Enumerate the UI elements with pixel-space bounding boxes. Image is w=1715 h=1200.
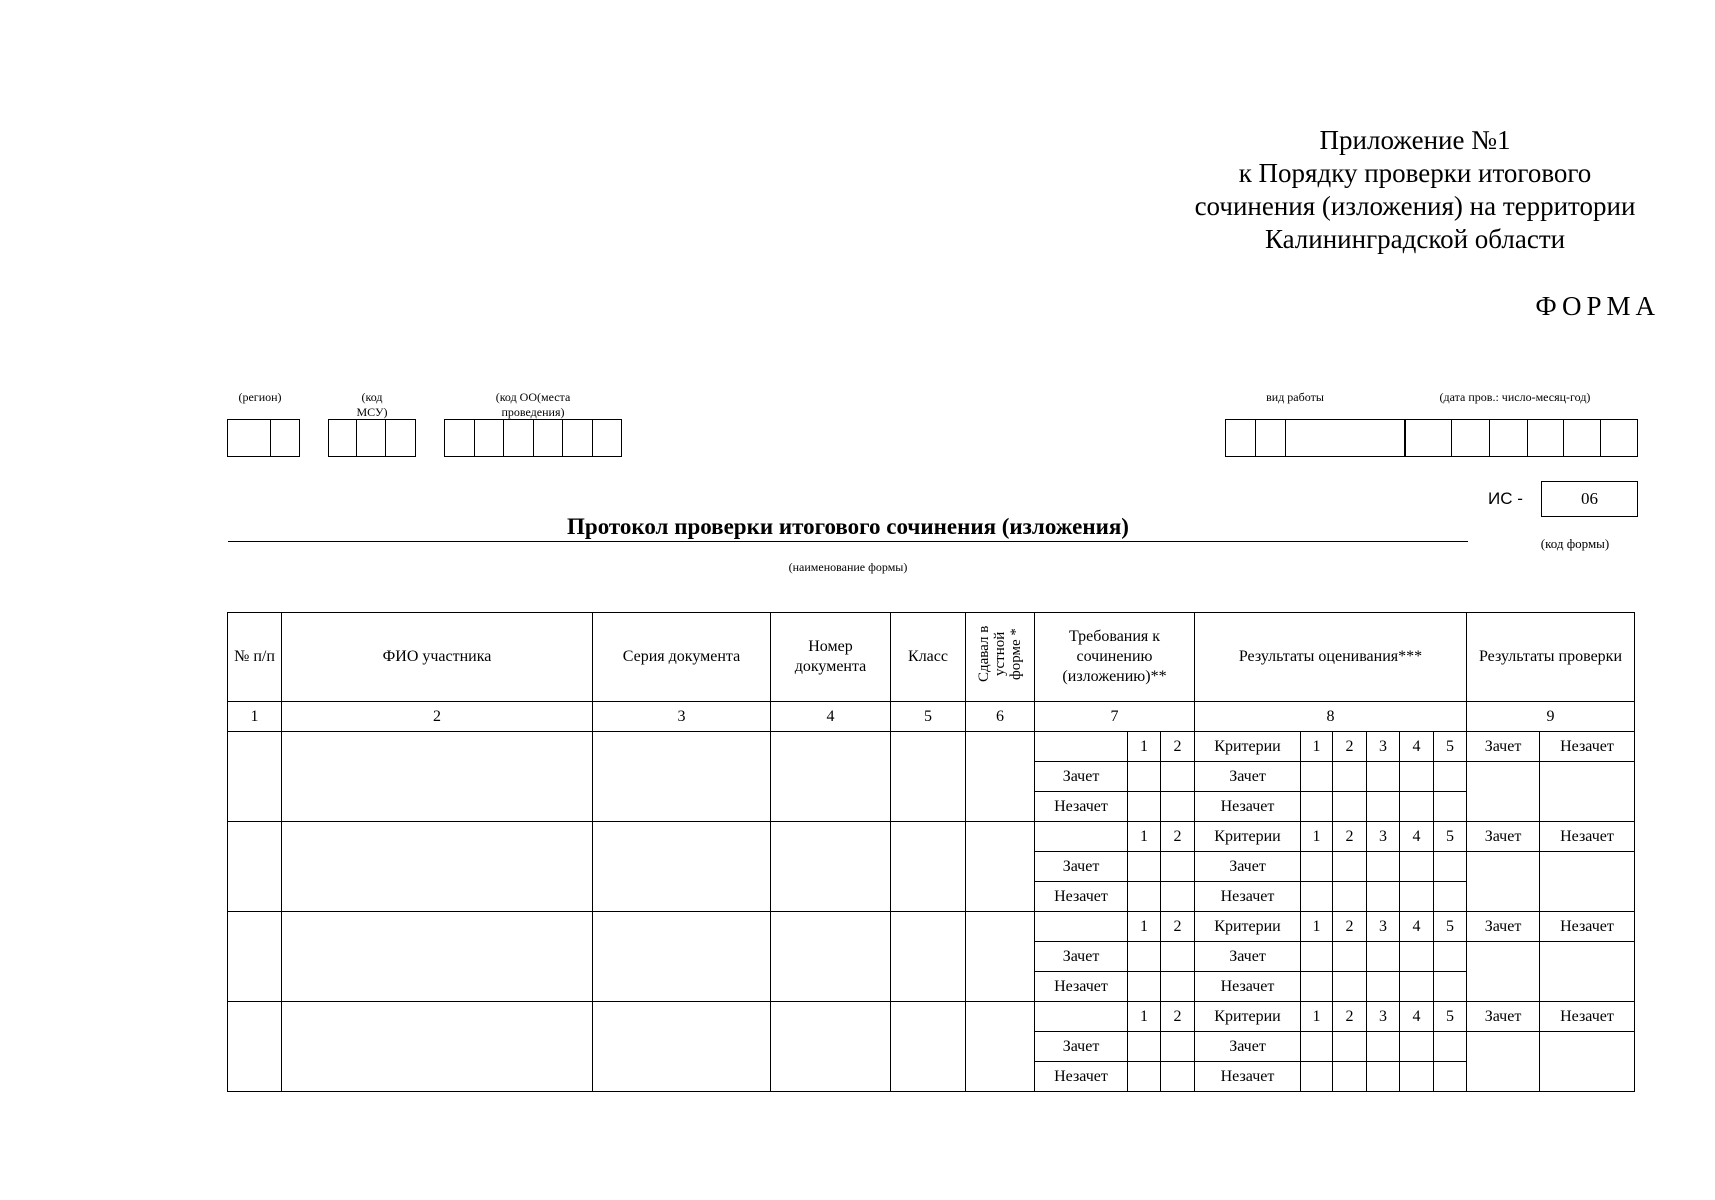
result-pass-cell[interactable] [1400, 852, 1434, 882]
oo-code-cell[interactable] [563, 420, 593, 456]
result-pass-cell[interactable] [1367, 942, 1400, 972]
check-date-boxes[interactable] [1404, 419, 1638, 457]
result-fail-cell[interactable] [1367, 1062, 1400, 1092]
req-fail-cell[interactable] [1128, 882, 1161, 912]
result-fail-cell[interactable] [1333, 792, 1367, 822]
cell-series[interactable] [593, 1002, 771, 1092]
result-fail-cell[interactable] [1301, 972, 1333, 1002]
req-fail-cell[interactable] [1128, 1062, 1161, 1092]
cell-series[interactable] [593, 732, 771, 822]
req-num: 1 [1128, 1002, 1161, 1032]
req-label-blank [1035, 1002, 1128, 1032]
crit-num: 1 [1301, 822, 1333, 852]
req-pass-cell[interactable] [1128, 762, 1161, 792]
check-pass-label: Зачет [1467, 912, 1540, 942]
region-caption: (регион) [238, 390, 282, 404]
result-fail-cell[interactable] [1434, 972, 1467, 1002]
appendix-line-3: сочинения (изложения) на территории [1194, 191, 1636, 221]
result-fail-cell[interactable] [1301, 882, 1333, 912]
req-pass-cell[interactable] [1161, 852, 1195, 882]
crit-num: 2 [1333, 1002, 1367, 1032]
header-row [228, 613, 1635, 702]
oo-caption [478, 390, 588, 420]
cell-num[interactable] [228, 822, 282, 912]
col-number: 4 [771, 702, 891, 732]
req-pass-cell[interactable] [1161, 942, 1195, 972]
check-pass-label: Зачет [1467, 822, 1540, 852]
result-pass-cell[interactable] [1400, 762, 1434, 792]
cell-series[interactable] [593, 822, 771, 912]
result-fail-cell[interactable] [1434, 792, 1467, 822]
col-number: 9 [1467, 702, 1635, 732]
crit-num: 1 [1301, 1002, 1333, 1032]
check-fail-cell[interactable] [1540, 1032, 1635, 1092]
msu-caption-line-1: (код [361, 390, 383, 404]
result-fail-cell[interactable] [1367, 792, 1400, 822]
col-number: 3 [593, 702, 771, 732]
result-fail-label: Незачет [1195, 972, 1301, 1002]
check-pass-label: Зачет [1467, 732, 1540, 762]
check-date-cell[interactable] [1405, 420, 1452, 456]
work-type-cell[interactable] [1226, 420, 1256, 456]
result-pass-cell[interactable] [1333, 852, 1367, 882]
header-number: Номер документа [771, 613, 891, 702]
criteria-label: Критерии [1195, 732, 1301, 762]
result-pass-cell[interactable] [1434, 1032, 1467, 1062]
col-number: 2 [282, 702, 593, 732]
result-pass-cell[interactable] [1434, 852, 1467, 882]
result-pass-cell[interactable] [1333, 1032, 1367, 1062]
cell-fio[interactable] [282, 1002, 593, 1092]
participant-row-criteria [228, 822, 1635, 852]
result-pass-cell[interactable] [1301, 942, 1333, 972]
col-number: 5 [891, 702, 966, 732]
msu-caption-line-2: МСУ) [356, 405, 388, 419]
result-fail-cell[interactable] [1400, 972, 1434, 1002]
appendix-line-1: Приложение №1 [1319, 125, 1511, 155]
req-label-blank [1035, 912, 1128, 942]
req-pass-label: Зачет [1035, 942, 1128, 972]
header-num: № п/п [228, 613, 282, 702]
msu-code-cell[interactable] [357, 420, 386, 456]
crit-num: 1 [1301, 912, 1333, 942]
cell-num[interactable] [228, 912, 282, 1002]
result-fail-cell[interactable] [1400, 882, 1434, 912]
col-number: 7 [1035, 702, 1195, 732]
result-pass-label: Зачет [1195, 762, 1301, 792]
check-date-cell[interactable] [1564, 420, 1601, 456]
header-oral [966, 613, 1035, 702]
req-num: 2 [1161, 732, 1195, 762]
req-num: 2 [1161, 912, 1195, 942]
oo-caption-line-1: (код ОО(места [495, 390, 571, 404]
msu-code-boxes[interactable] [328, 419, 416, 457]
req-pass-label: Зачет [1035, 1032, 1128, 1062]
work-type-caption: вид работы [1266, 390, 1324, 404]
oo-caption-line-2: проведения) [501, 405, 565, 419]
crit-num: 2 [1333, 732, 1367, 762]
crit-num: 3 [1367, 732, 1400, 762]
result-fail-cell[interactable] [1367, 882, 1400, 912]
result-fail-cell[interactable] [1333, 1062, 1367, 1092]
check-pass-cell[interactable] [1467, 852, 1540, 912]
title-underline [228, 541, 1468, 542]
appendix-line-4: Калининградской области [1264, 224, 1566, 254]
req-pass-label: Зачет [1035, 852, 1128, 882]
header-results: Результаты оценивания*** [1195, 613, 1467, 702]
result-fail-cell[interactable] [1333, 882, 1367, 912]
check-fail-cell[interactable] [1540, 852, 1635, 912]
oo-code-cell[interactable] [445, 420, 475, 456]
cell-number[interactable] [771, 912, 891, 1002]
check-fail-label: Незачет [1540, 822, 1635, 852]
req-num: 2 [1161, 822, 1195, 852]
result-fail-label: Незачет [1195, 882, 1301, 912]
form-code-prefix: ИС - [1488, 489, 1523, 508]
crit-num: 5 [1434, 912, 1467, 942]
check-pass-label: Зачет [1467, 1002, 1540, 1032]
criteria-label: Критерии [1195, 1002, 1301, 1032]
work-type-boxes[interactable] [1225, 419, 1406, 457]
result-fail-cell[interactable] [1434, 1062, 1467, 1092]
work-type-cell[interactable] [1286, 420, 1404, 456]
crit-num: 4 [1400, 1002, 1434, 1032]
req-fail-label: Незачет [1035, 1062, 1128, 1092]
result-pass-label: Зачет [1195, 1032, 1301, 1062]
req-fail-cell[interactable] [1128, 792, 1161, 822]
cell-fio[interactable] [282, 912, 593, 1002]
req-pass-cell[interactable] [1128, 1032, 1161, 1062]
cell-num[interactable] [228, 1002, 282, 1092]
req-pass-cell[interactable] [1128, 852, 1161, 882]
col-number: 6 [966, 702, 1035, 732]
cell-fio[interactable] [282, 732, 593, 822]
cell-fio[interactable] [282, 822, 593, 912]
cell-class[interactable] [891, 732, 966, 822]
header-check: Результаты проверки [1467, 613, 1635, 702]
req-pass-cell[interactable] [1161, 1032, 1195, 1062]
title-caption: (наименование формы) [788, 560, 908, 574]
crit-num: 3 [1367, 822, 1400, 852]
crit-num: 4 [1400, 822, 1434, 852]
col-number: 1 [228, 702, 282, 732]
participant-row-criteria [228, 732, 1635, 762]
req-num: 1 [1128, 912, 1161, 942]
result-pass-cell[interactable] [1367, 852, 1400, 882]
result-fail-cell[interactable] [1434, 882, 1467, 912]
req-num: 1 [1128, 822, 1161, 852]
header-requirements: Требования к сочинению (изложению)** [1035, 613, 1195, 702]
result-fail-cell[interactable] [1400, 1062, 1434, 1092]
criteria-label: Критерии [1195, 912, 1301, 942]
crit-num: 4 [1400, 912, 1434, 942]
result-pass-cell[interactable] [1301, 1032, 1333, 1062]
req-fail-cell[interactable] [1128, 972, 1161, 1002]
cell-number[interactable] [771, 732, 891, 822]
req-fail-cell[interactable] [1161, 972, 1195, 1002]
crit-num: 2 [1333, 822, 1367, 852]
result-pass-cell[interactable] [1333, 762, 1367, 792]
cell-oral[interactable] [966, 732, 1035, 822]
crit-num: 3 [1367, 912, 1400, 942]
req-pass-cell[interactable] [1161, 762, 1195, 792]
oo-code-cell[interactable] [504, 420, 534, 456]
result-pass-cell[interactable] [1333, 942, 1367, 972]
protocol-title: Протокол проверки итогового сочинения (изложения) [567, 514, 1129, 539]
result-fail-cell[interactable] [1333, 972, 1367, 1002]
req-fail-label: Незачет [1035, 792, 1128, 822]
cell-oral[interactable] [966, 822, 1035, 912]
check-fail-cell[interactable] [1540, 942, 1635, 1002]
result-pass-cell[interactable] [1434, 942, 1467, 972]
check-date-cell[interactable] [1601, 420, 1636, 456]
region-code-cell[interactable] [228, 420, 271, 456]
header-class: Класс [891, 613, 966, 702]
protocol-table [227, 612, 1635, 1092]
cell-number[interactable] [771, 822, 891, 912]
crit-num: 2 [1333, 912, 1367, 942]
cell-class[interactable] [891, 822, 966, 912]
req-pass-cell[interactable] [1128, 942, 1161, 972]
appendix-line-2: к Порядку проверки итогового [1238, 158, 1592, 188]
req-fail-cell[interactable] [1161, 1062, 1195, 1092]
req-label-blank [1035, 732, 1128, 762]
crit-num: 5 [1434, 732, 1467, 762]
req-pass-label: Зачет [1035, 762, 1128, 792]
check-date-cell[interactable] [1452, 420, 1490, 456]
cell-class[interactable] [891, 1002, 966, 1092]
cell-oral[interactable] [966, 1002, 1035, 1092]
msu-caption [340, 390, 404, 420]
result-pass-cell[interactable] [1301, 762, 1333, 792]
result-pass-cell[interactable] [1301, 852, 1333, 882]
header-series: Серия документа [593, 613, 771, 702]
check-date-cell[interactable] [1528, 420, 1564, 456]
participant-row-criteria [228, 912, 1635, 942]
cell-num[interactable] [228, 732, 282, 822]
oo-code-cell[interactable] [534, 420, 563, 456]
crit-num: 5 [1434, 822, 1467, 852]
check-fail-label: Незачет [1540, 1002, 1635, 1032]
result-pass-cell[interactable] [1367, 1032, 1400, 1062]
participant-row-criteria [228, 1002, 1635, 1032]
result-pass-cell[interactable] [1400, 942, 1434, 972]
req-fail-label: Незачет [1035, 882, 1128, 912]
check-pass-cell[interactable] [1467, 942, 1540, 1002]
crit-num: 4 [1400, 732, 1434, 762]
region-code-boxes[interactable] [227, 419, 300, 457]
check-pass-cell[interactable] [1467, 1032, 1540, 1092]
msu-code-cell[interactable] [386, 420, 414, 456]
cell-number[interactable] [771, 1002, 891, 1092]
oo-code-cell[interactable] [593, 420, 620, 456]
check-fail-label: Незачет [1540, 732, 1635, 762]
forma-label: ФОРМА [1535, 291, 1660, 321]
form-code-caption: (код формы) [1540, 536, 1610, 551]
crit-num: 3 [1367, 1002, 1400, 1032]
oo-code-cell[interactable] [475, 420, 504, 456]
crit-num: 1 [1301, 732, 1333, 762]
msu-code-cell[interactable] [329, 420, 357, 456]
check-fail-cell[interactable] [1540, 762, 1635, 822]
result-pass-label: Зачет [1195, 942, 1301, 972]
appendix-heading [1150, 124, 1680, 256]
col-number: 8 [1195, 702, 1467, 732]
result-fail-label: Незачет [1195, 792, 1301, 822]
check-fail-label: Незачет [1540, 912, 1635, 942]
result-pass-label: Зачет [1195, 852, 1301, 882]
req-num: 2 [1161, 1002, 1195, 1032]
result-pass-cell[interactable] [1367, 762, 1400, 792]
header-oral-text: Сдавал в устной форме * [976, 625, 1024, 683]
check-date-cell[interactable] [1490, 420, 1528, 456]
check-date-caption: (дата пров.: число-месяц-год) [1439, 390, 1591, 404]
cell-series[interactable] [593, 912, 771, 1002]
work-type-cell[interactable] [1256, 420, 1286, 456]
criteria-label: Критерии [1195, 822, 1301, 852]
cell-class[interactable] [891, 912, 966, 1002]
req-fail-label: Незачет [1035, 972, 1128, 1002]
result-fail-cell[interactable] [1301, 1062, 1333, 1092]
result-fail-cell[interactable] [1400, 792, 1434, 822]
header-fio: ФИО участника [282, 613, 593, 702]
form-code-box: 06 [1541, 481, 1638, 517]
req-num: 1 [1128, 732, 1161, 762]
oo-code-boxes[interactable] [444, 419, 622, 457]
region-code-cell[interactable] [271, 420, 299, 456]
column-numbers-row [228, 702, 1635, 732]
result-fail-cell[interactable] [1367, 972, 1400, 1002]
cell-oral[interactable] [966, 912, 1035, 1002]
result-pass-cell[interactable] [1400, 1032, 1434, 1062]
req-label-blank [1035, 822, 1128, 852]
result-pass-cell[interactable] [1434, 762, 1467, 792]
result-fail-cell[interactable] [1301, 792, 1333, 822]
req-fail-cell[interactable] [1161, 882, 1195, 912]
crit-num: 5 [1434, 1002, 1467, 1032]
result-fail-label: Незачет [1195, 1062, 1301, 1092]
check-pass-cell[interactable] [1467, 762, 1540, 822]
req-fail-cell[interactable] [1161, 792, 1195, 822]
